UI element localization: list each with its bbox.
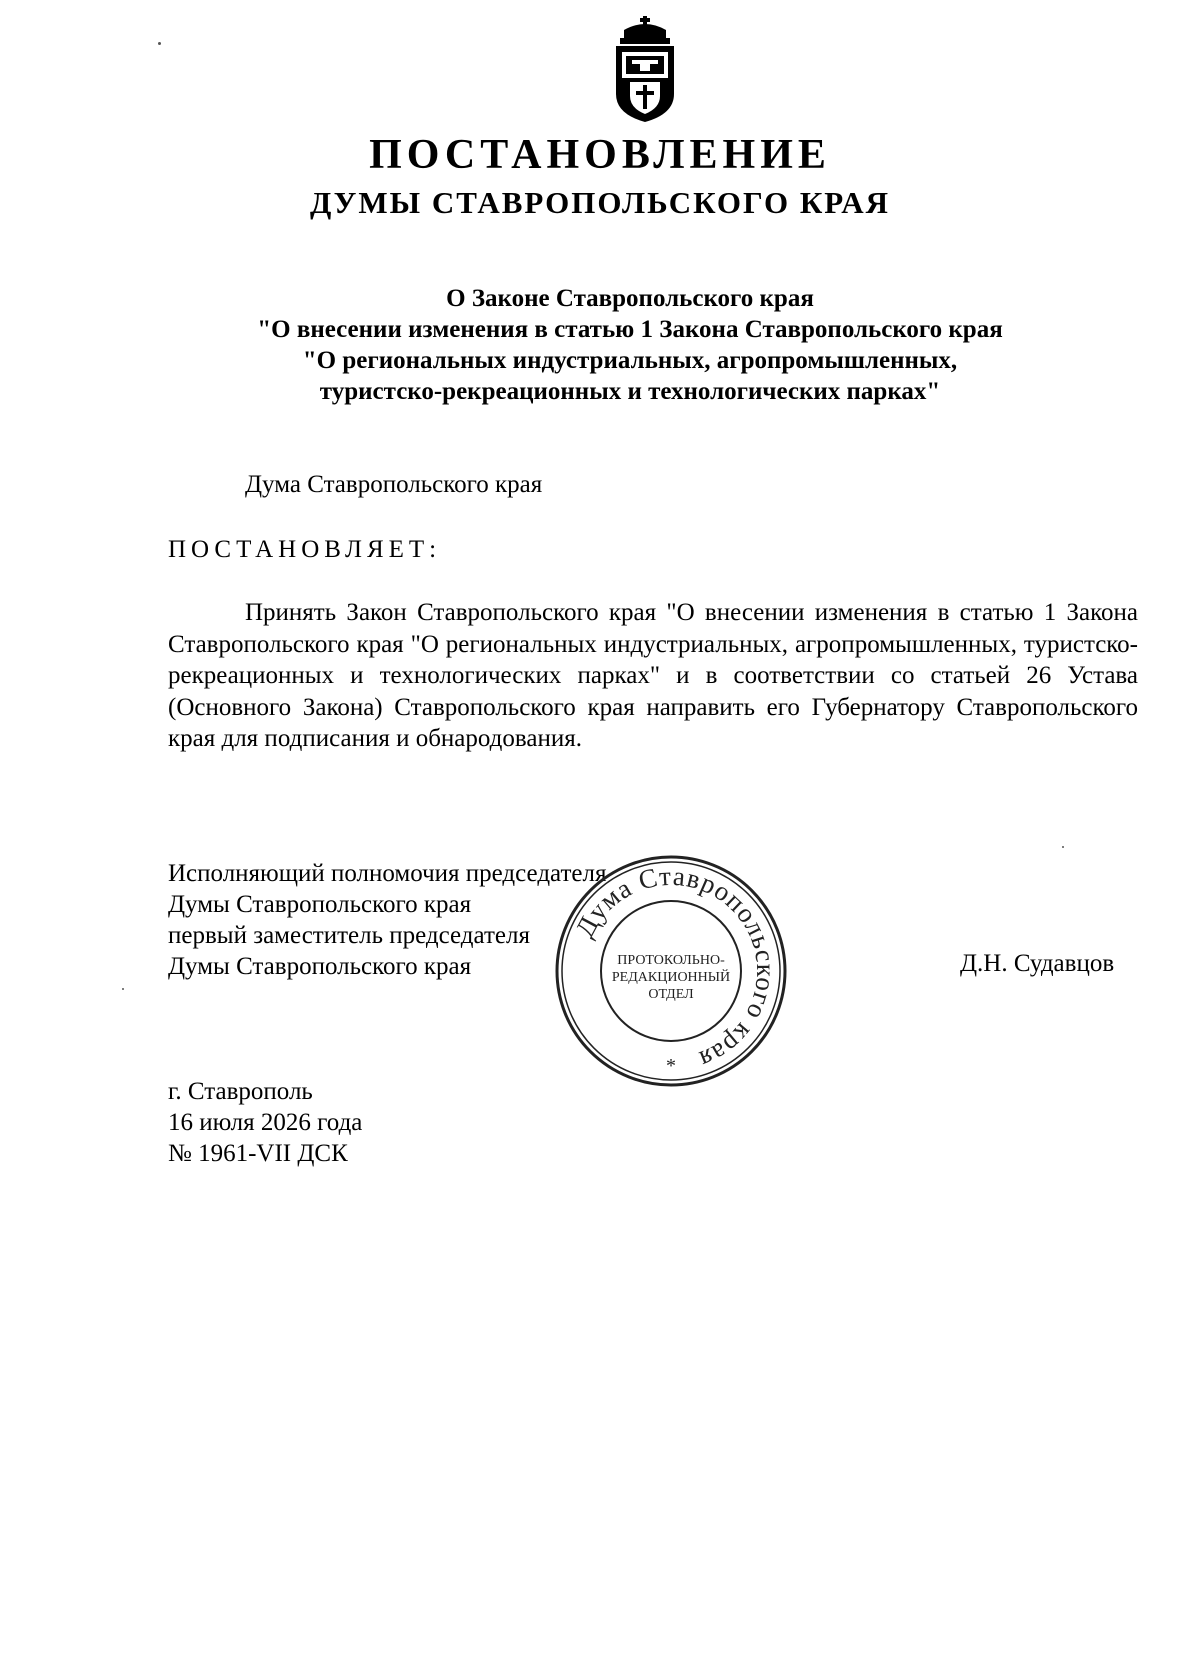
signatory-line: Думы Ставропольского края: [168, 891, 472, 918]
scan-speck: [122, 988, 124, 990]
subject-line: "О региональных индустриальных, агропромышленных,: [302, 347, 958, 374]
signatory-name: Д.Н. Судавцов: [960, 950, 1115, 977]
stamp-inner-line: РЕДАКЦИОННЫЙ: [611, 970, 731, 985]
stamp-ring-text: Дума Ставропольского края: [569, 860, 782, 1076]
issuer-line: Дума Ставропольского края: [245, 471, 543, 498]
scan-speck: [158, 42, 161, 45]
stamp-inner-line: ПРОТОКОЛЬНО-: [617, 953, 725, 968]
issue-date: 16 июля 2026 года: [168, 1109, 363, 1136]
signatory-position: [168, 858, 607, 982]
subject-line: О Законе Ставропольского края: [446, 285, 814, 312]
signatory-line: Думы Ставропольского края: [168, 953, 472, 980]
document-title: ПОСТАНОВЛЕНИЕ: [369, 132, 831, 178]
official-stamp: [552, 852, 790, 1090]
signatory-line: Исполняющий полномочия председателя: [168, 860, 607, 887]
stamp-inner-line: ОТДЕЛ: [648, 987, 694, 1002]
stamp-star: *: [666, 1055, 676, 1077]
subject-line: "О внесении изменения в статью 1 Закона Ставропольского края: [257, 316, 1003, 343]
coat-of-arms-icon: [610, 16, 680, 124]
resolution-body: Принять Закон Ставропольского края "О внесении изменения в статью 1 Закона Ставропольского края "О региональных индустриальных, агропромышленных, туристско-рекреационных и технологических парках" и в соответствии со статьей 26 Устава (Основного Закона) Ставропольского края направить его Губернатору Ставропольского края для подписания и обнародования.: [168, 599, 1138, 752]
place-of-issue: г. Ставрополь: [168, 1078, 313, 1105]
place-date-number: [168, 1076, 362, 1169]
document-number: № 1961-VII ДСК: [168, 1140, 348, 1167]
subject-line: туристско-рекреационных и технологических парках": [319, 378, 941, 405]
document-subtitle: ДУМЫ СТАВРОПОЛЬСКОГО КРАЯ: [309, 185, 891, 220]
signatory-line: первый заместитель председателя: [168, 922, 530, 949]
decree-word: ПОСТАНОВЛЯЕТ:: [168, 536, 442, 563]
scan-speck: [1062, 846, 1064, 848]
resolution-subject: [200, 283, 1060, 407]
